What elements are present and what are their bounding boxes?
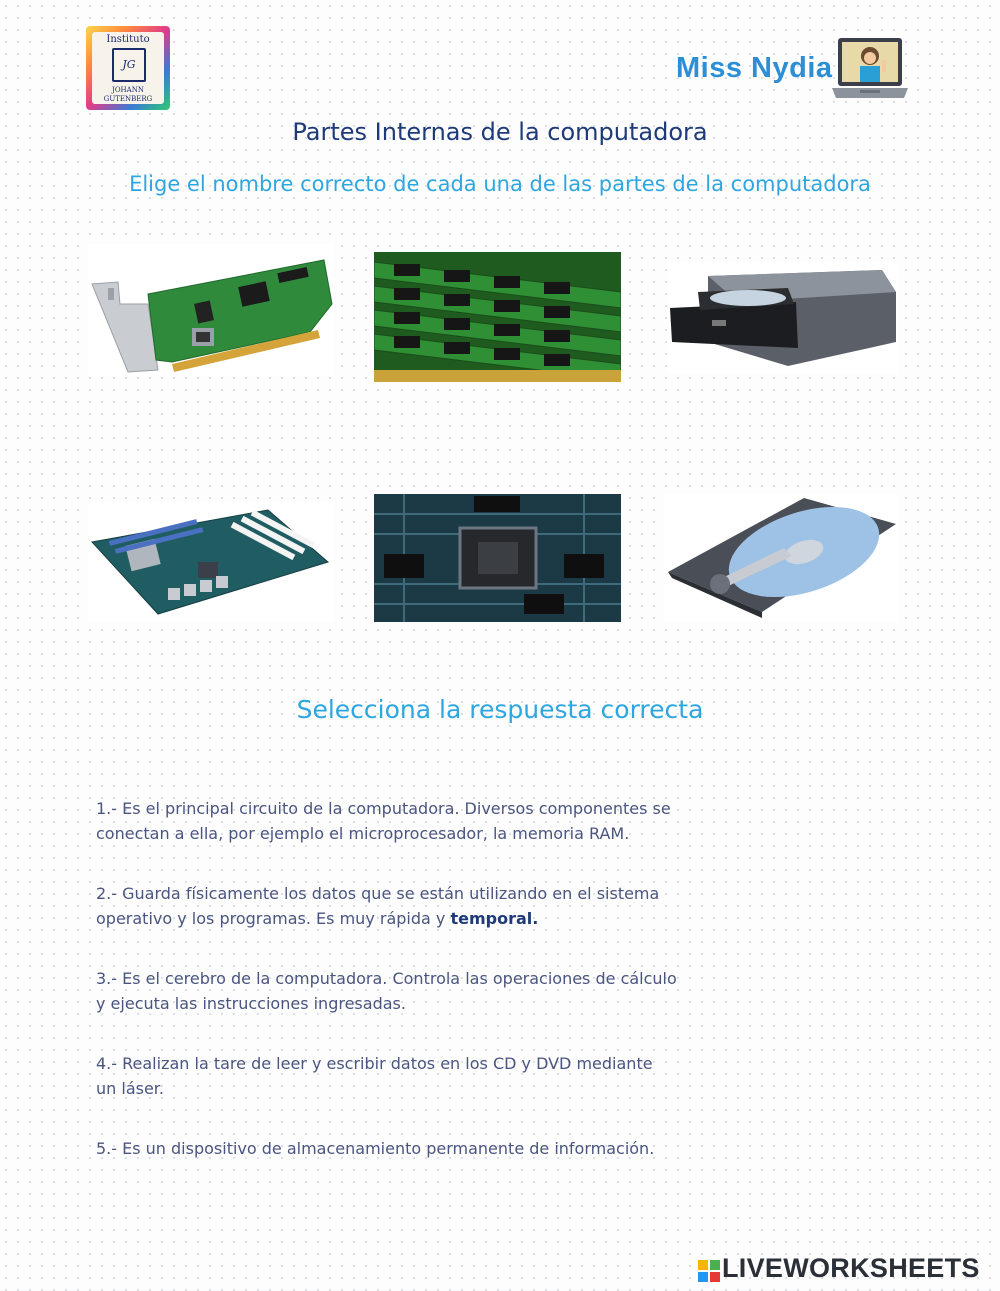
logo-line2: JOHANN [112, 86, 144, 94]
question-2-line2 [96, 906, 696, 931]
instruction-text: Elige el nombre correcto de cada una de las partes de la computadora [129, 172, 871, 196]
question-2 [96, 881, 696, 931]
question-2-line2-text: operativo y los programas. Es muy rápida y [96, 909, 451, 928]
question-3-line1: 3.- Es el cerebro de la computadora. Controla las operaciones de cálculo [96, 969, 677, 988]
question-4-line1: 4.- Realizan la tare de leer y escribir datos en los CD y DVD mediante [96, 1054, 653, 1073]
question-5 [96, 1136, 696, 1161]
liveworksheets-brand[interactable]: LIVEWORKSHEETS [722, 1253, 980, 1283]
section-title: Selecciona la respuesta correcta [296, 695, 704, 724]
question-4 [96, 1051, 696, 1101]
question-4-line2: un láser. [96, 1079, 164, 1098]
motherboard-image [88, 502, 334, 622]
brand-title: Miss Nydia [676, 52, 833, 84]
question-5-line1: 5.- Es un dispositivo de almacenamiento permanente de información. [96, 1139, 655, 1158]
logo-line3: GUTENBERG [103, 95, 153, 103]
question-1-line1: 1.- Es el principal circuito de la computadora. Diversos componentes se [96, 799, 671, 818]
page-title: Partes Internas de la computadora [292, 118, 708, 146]
question-2-line1: 2.- Guarda físicamente los datos que se están utilizando en el sistema [96, 884, 660, 903]
hard-drive-image [664, 494, 898, 622]
question-2-keyword: temporal. [450, 909, 539, 928]
liveworksheets-logo-icon [698, 1260, 720, 1282]
network-card-image [88, 244, 334, 376]
teacher-laptop-icon [830, 34, 910, 104]
processor-chip-image [374, 494, 621, 622]
question-3 [96, 966, 696, 1016]
logo-monogram: JG [112, 48, 146, 82]
institute-logo [86, 26, 170, 110]
ram-modules-image [374, 252, 621, 382]
question-1 [96, 796, 696, 846]
dvd-drive-image [668, 262, 898, 374]
logo-line1: Instituto [106, 34, 150, 45]
question-1-line2: conectan a ella, por ejemplo el microprocesador, la memoria RAM. [96, 824, 630, 843]
question-3-line2: y ejecuta las instrucciones ingresadas. [96, 994, 406, 1013]
